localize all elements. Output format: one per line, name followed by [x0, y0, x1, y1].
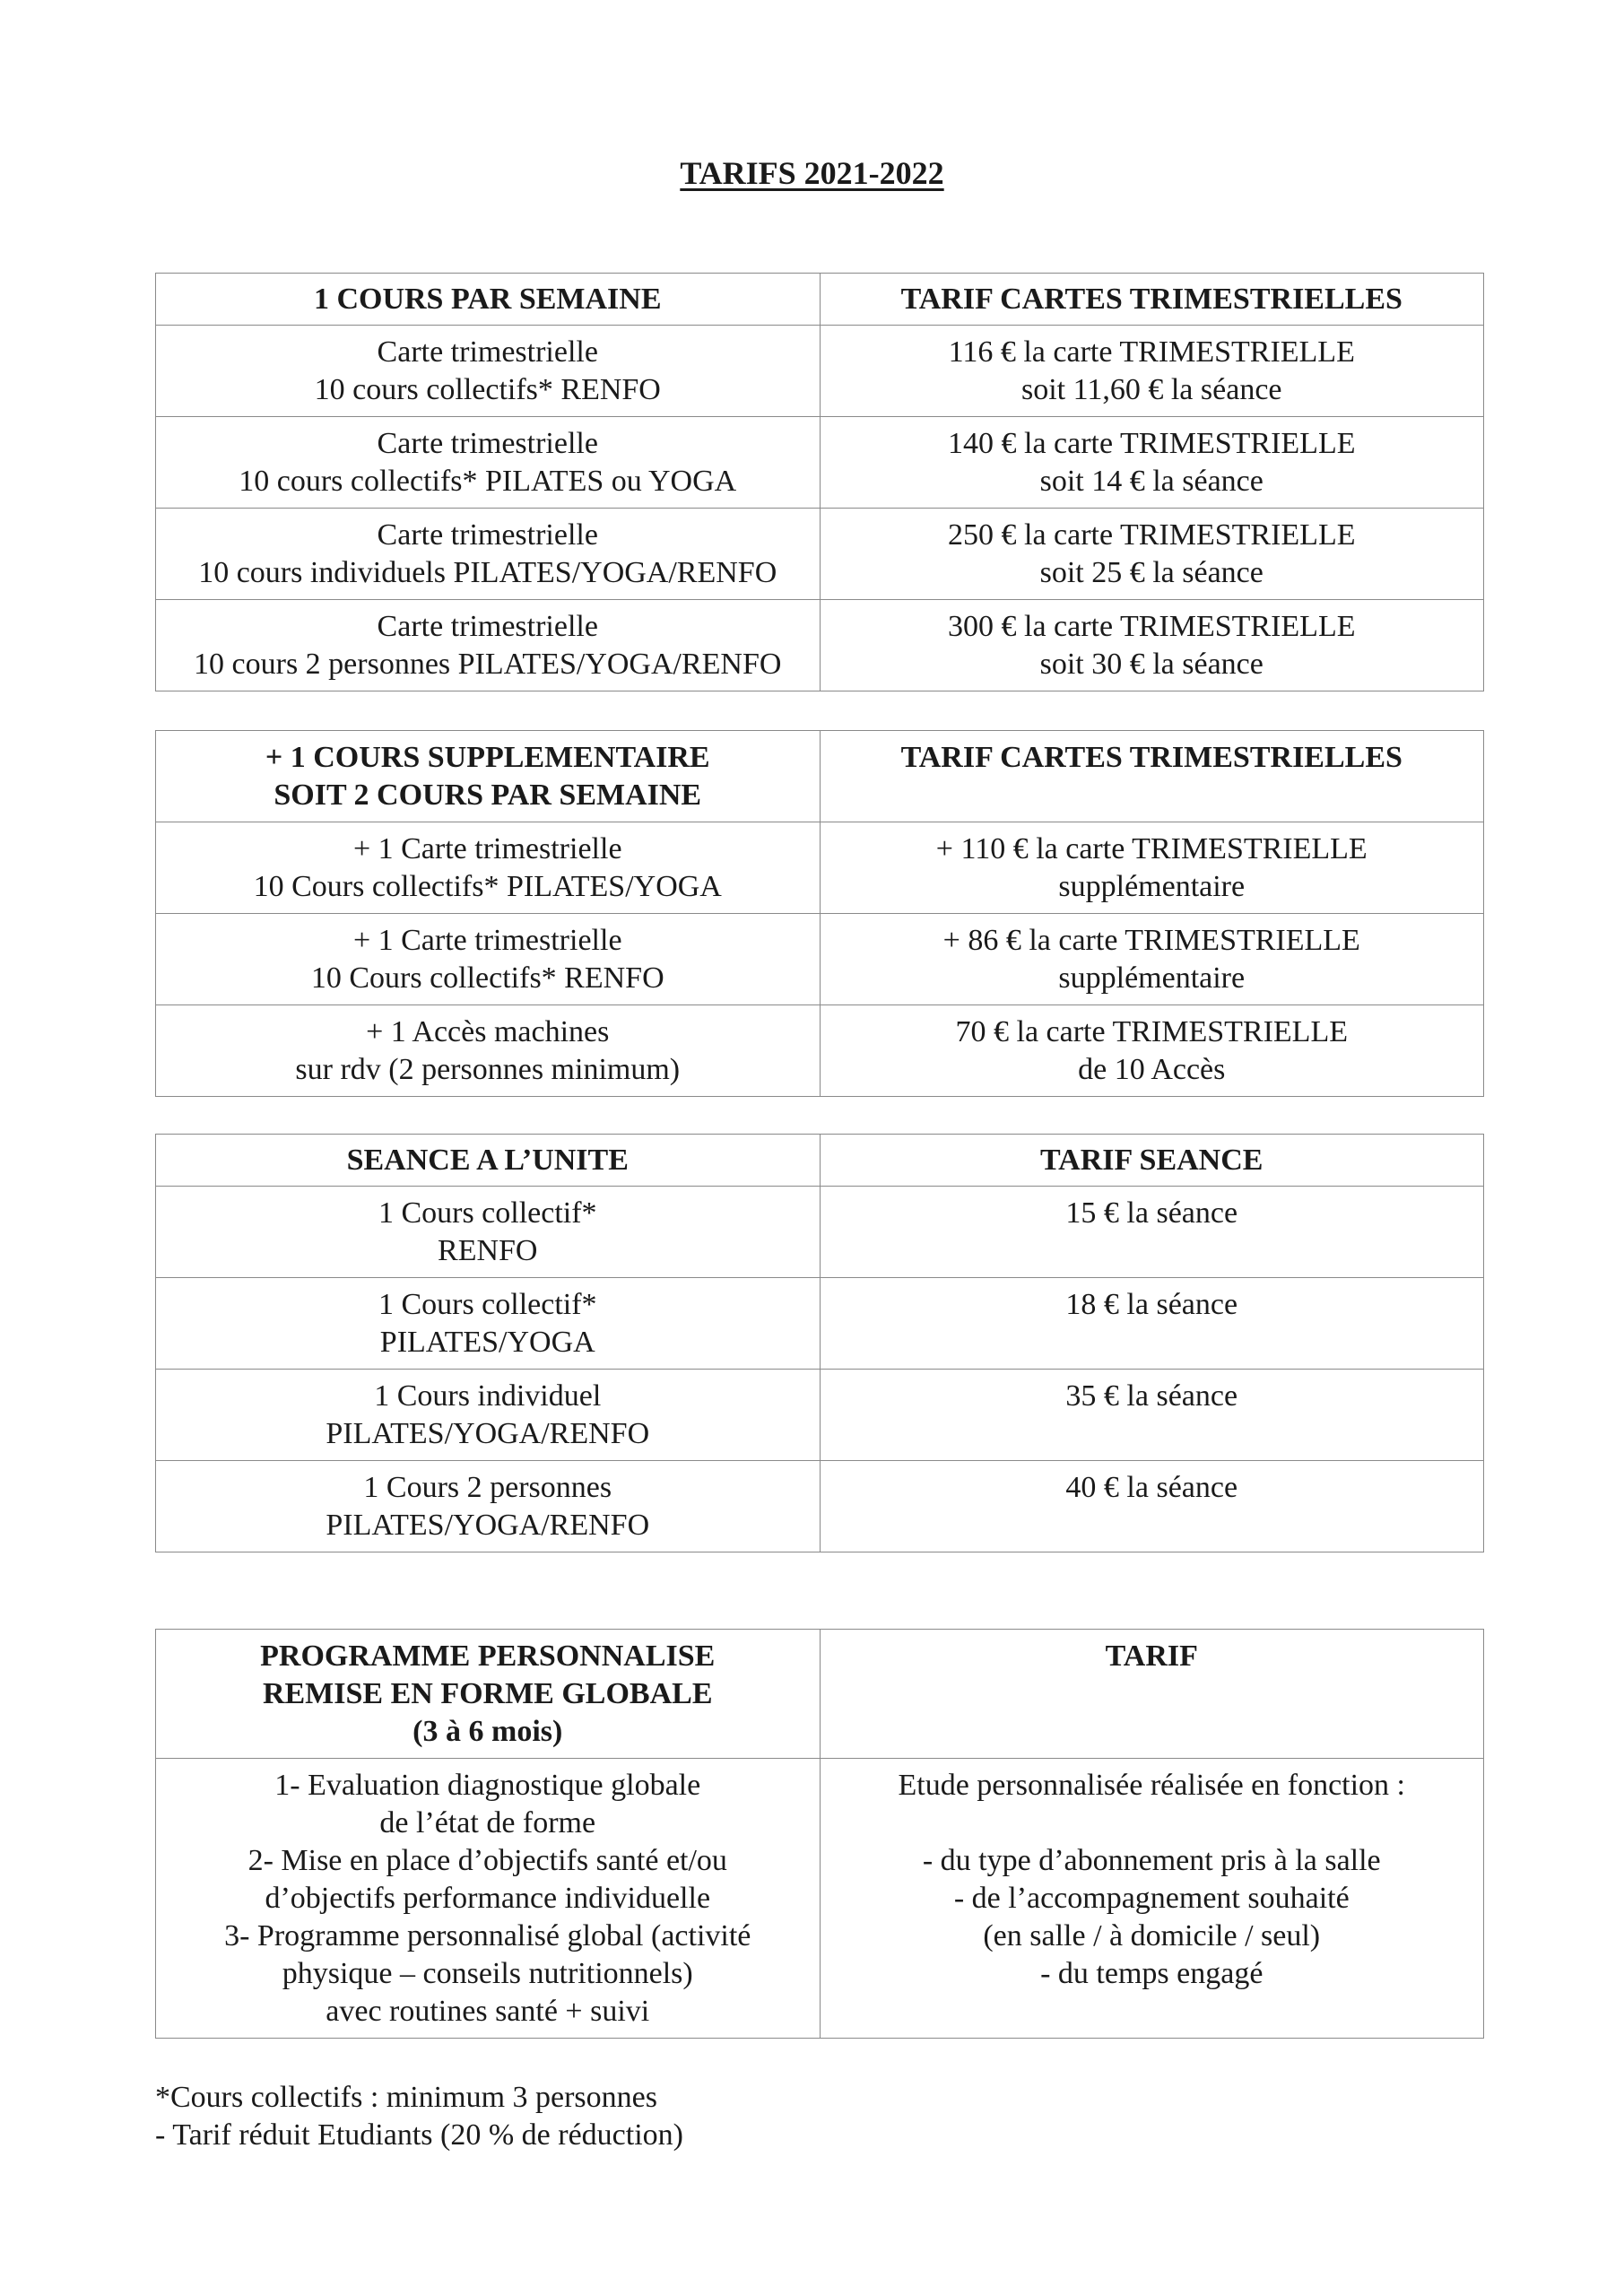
price-cell: 116 € la carte TRIMESTRIELLE soit 11,60 € la séance — [820, 326, 1484, 417]
table-row — [156, 1461, 1484, 1552]
column-header-price: TARIF CARTES TRIMESTRIELLES — [820, 274, 1484, 326]
price-cell: 300 € la carte TRIMESTRIELLE soit 30 € la séance — [820, 600, 1484, 691]
weekly-course-tariff-table — [155, 273, 1484, 691]
page-title: TARIFS 2021-2022 — [680, 155, 944, 191]
table-row — [156, 509, 1484, 600]
price-cell: 18 € la séance — [820, 1278, 1484, 1370]
offer-cell: Carte trimestrielle 10 cours collectifs* PILATES ou YOGA — [156, 417, 821, 509]
table-row — [156, 326, 1484, 417]
offer-cell: Carte trimestrielle 10 cours 2 personnes PILATES/YOGA/RENFO — [156, 600, 821, 691]
table-row — [156, 914, 1484, 1005]
column-header-offer: PROGRAMME PERSONNALISE REMISE EN FORME GLOBALE (3 à 6 mois) — [156, 1630, 821, 1759]
offer-cell: 1 Cours collectif* PILATES/YOGA — [156, 1278, 821, 1370]
table-row — [156, 1759, 1484, 2039]
table-row — [156, 1187, 1484, 1278]
table-row — [156, 1370, 1484, 1461]
table-row — [156, 822, 1484, 914]
column-header-offer: SEANCE A L’UNITE — [156, 1135, 821, 1187]
price-cell: 70 € la carte TRIMESTRIELLE de 10 Accès — [820, 1005, 1484, 1097]
table-header-row — [156, 1630, 1484, 1759]
table-row — [156, 1005, 1484, 1097]
personalized-program-table — [155, 1629, 1484, 2039]
footnote-student-discount: - Tarif réduit Etudiants (20 % de réduction) — [155, 2118, 683, 2152]
price-cell: 40 € la séance — [820, 1461, 1484, 1552]
price-cell: 250 € la carte TRIMESTRIELLE soit 25 € la séance — [820, 509, 1484, 600]
program-pricing-cell: Etude personnalisée réalisée en fonction : - du type d’abonnement pris à la salle - de l’accompagnement souhaité (en salle / à domicile / seul) - du temps engagé — [820, 1759, 1484, 2039]
price-cell: + 110 € la carte TRIMESTRIELLE supplémentaire — [820, 822, 1484, 914]
price-cell: 140 € la carte TRIMESTRIELLE soit 14 € la séance — [820, 417, 1484, 509]
column-header-price: TARIF SEANCE — [820, 1135, 1484, 1187]
column-header-price: TARIF — [820, 1630, 1484, 1759]
single-session-tariff-table — [155, 1134, 1484, 1552]
offer-cell: 1 Cours individuel PILATES/YOGA/RENFO — [156, 1370, 821, 1461]
table-row — [156, 1278, 1484, 1370]
column-header-offer: + 1 COURS SUPPLEMENTAIRE SOIT 2 COURS PAR SEMAINE — [156, 731, 821, 822]
table-header-row — [156, 731, 1484, 822]
price-cell: 35 € la séance — [820, 1370, 1484, 1461]
offer-cell: Carte trimestrielle 10 cours individuels PILATES/YOGA/RENFO — [156, 509, 821, 600]
footnote-collective-minimum: *Cours collectifs : minimum 3 personnes — [155, 2081, 657, 2114]
extra-course-tariff-table — [155, 730, 1484, 1097]
price-cell: 15 € la séance — [820, 1187, 1484, 1278]
table-header-row — [156, 274, 1484, 326]
table-row — [156, 600, 1484, 691]
offer-cell: 1 Cours collectif* RENFO — [156, 1187, 821, 1278]
table-row — [156, 417, 1484, 509]
footnotes — [155, 2079, 683, 2154]
offer-cell: 1 Cours 2 personnes PILATES/YOGA/RENFO — [156, 1461, 821, 1552]
table-header-row — [156, 1135, 1484, 1187]
offer-cell: + 1 Accès machines sur rdv (2 personnes minimum) — [156, 1005, 821, 1097]
price-cell: + 86 € la carte TRIMESTRIELLE supplémentaire — [820, 914, 1484, 1005]
program-details-cell: 1- Evaluation diagnostique globale de l’état de forme 2- Mise en place d’objectifs santé et/ou d’objectifs performance individuelle 3- Programme personnalisé global (activité physique – conseils nutritionnels) avec routines santé + suivi — [156, 1759, 821, 2039]
column-header-offer: 1 COURS PAR SEMAINE — [156, 274, 821, 326]
offer-cell: Carte trimestrielle 10 cours collectifs* RENFO — [156, 326, 821, 417]
column-header-price: TARIF CARTES TRIMESTRIELLES — [820, 731, 1484, 822]
offer-cell: + 1 Carte trimestrielle 10 Cours collectifs* PILATES/YOGA — [156, 822, 821, 914]
offer-cell: + 1 Carte trimestrielle 10 Cours collectifs* RENFO — [156, 914, 821, 1005]
